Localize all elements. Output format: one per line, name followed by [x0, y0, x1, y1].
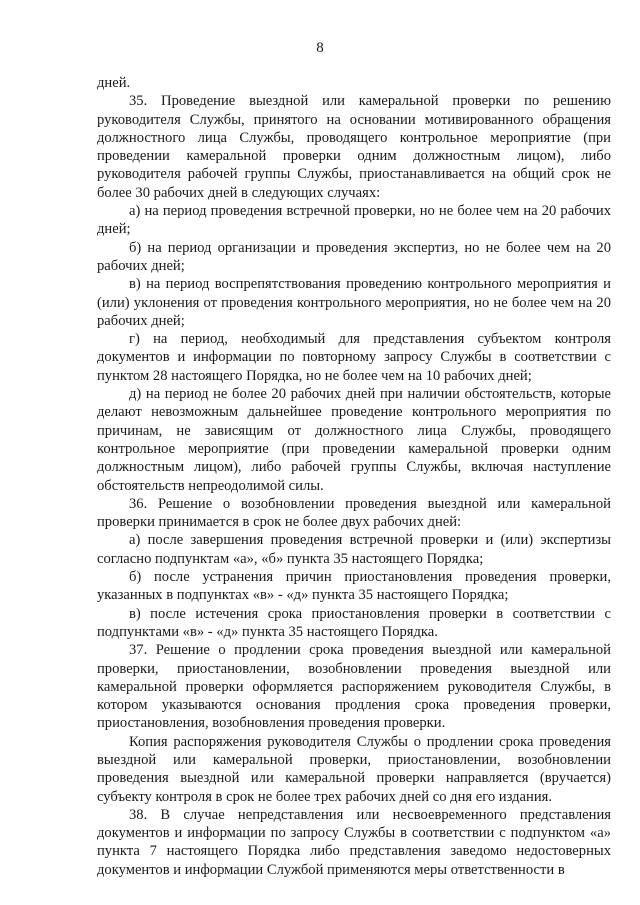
page-number: 8: [316, 40, 324, 56]
paragraph-35: 35. Проведение выездной или камеральной проверки по решению руководителя Службы, принятого на основании мотивированного обращения должностного лица Службы, проводящего контрольное мероприятие (при проведении камеральной проверки одним должностным лицом), либо руководителя рабочей группы Службы, приостанавливается на общий срок не более 30 рабочих дней в следующих случаях:: [97, 93, 611, 201]
paragraph-35-g: г) на период, необходимый для представления субъектом контроля документов и информации по повторному запросу Службы в соответствии с пунктом 28 настоящего Порядка, но не более чем на 10 рабочих дней;: [97, 331, 611, 384]
paragraph-continuation: дней.: [97, 75, 131, 91]
paragraph-35-a: а) на период проведения встречной проверки, но не более чем на 20 рабочих дней;: [97, 203, 611, 238]
paragraph-36: 36. Решение о возобновлении проведения выездной или камеральной проверки принимается в срок не более двух рабочих дней:: [97, 495, 611, 531]
document-body: [97, 74, 611, 879]
paragraph-37-copy: Копия распоряжения руководителя Службы о продлении срока проведения выездной или камеральной проверки, приостановлении, возобновлении проведения выездной или камеральной проверки направляется (вручается) субъекту контроля в срок не более трех рабочих дней со дня его издания.: [97, 733, 611, 805]
paragraph-35-v: в) на период воспрепятствования проведению контрольного мероприятия и (или) уклонения от проведения контрольного мероприятия, но не более чем на 20 рабочих дней;: [97, 276, 611, 329]
paragraph-36-b: б) после устранения причин приостановления проведения проверки, указанных в подпунктах «в» - «д» пункта 35 настоящего Порядка;: [97, 569, 611, 604]
paragraph-38: 38. В случае непредставления или несвоевременного представления документов и информации по запросу Службы в соответствии с подпунктом «а» пункта 7 настоящего Порядка либо представления заведомо недостоверных документов и информации Службой применяются меры ответственности в: [97, 806, 611, 878]
paragraph-36-a: а) после завершения проведения встречной проверки и (или) экспертизы согласно подпунктам «а», «б» пункта 35 настоящего Порядка;: [97, 532, 611, 567]
paragraph-37: 37. Решение о продлении срока проведения выездной или камеральной проверки, приостановлении, возобновлении проведения выездной или камеральной проверки оформляется распоряжением руководителя Службы, в котором указываются основания продления срока проведения проверки, приостановления, возобновления проведения проверки.: [97, 642, 611, 732]
paragraph-36-v: в) после истечения срока приостановления проверки в соответствии с подпунктами «в» - «д» пункта 35 настоящего Порядка.: [97, 605, 611, 640]
paragraph-35-b: б) на период организации и проведения экспертиз, но не более чем на 20 рабочих дней;: [97, 239, 611, 274]
paragraph-35-d: д) на период не более 20 рабочих дней при наличии обстоятельств, которые делают невозможным дальнейшее проведение контрольного мероприятия по причинам, не зависящим от должностного лица Службы, проводящего контрольное мероприятие (при проведении камеральной проверки одним должностным лицом), либо рабочей группы Службы, включая наступление обстоятельств непреодолимой силы.: [97, 386, 611, 494]
